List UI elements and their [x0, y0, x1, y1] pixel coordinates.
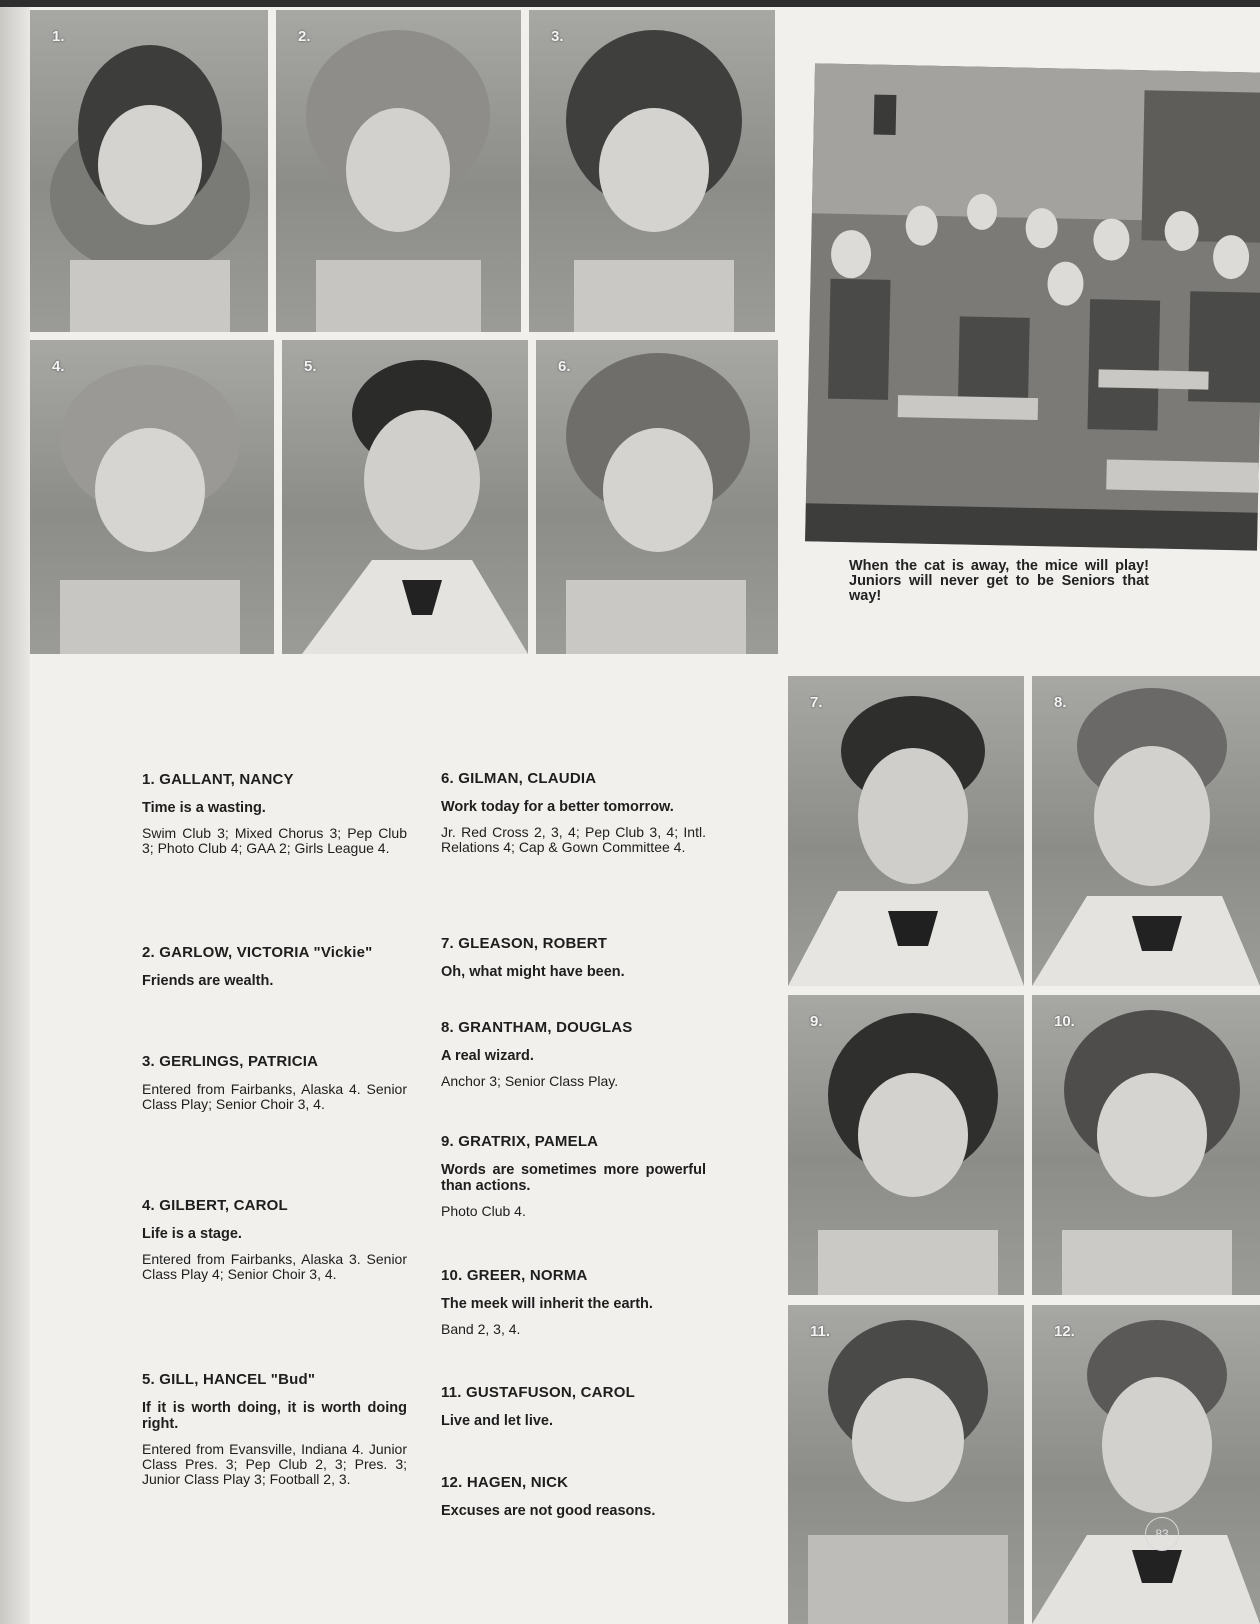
entry-motto: Excuses are not good reasons.: [441, 1503, 656, 1519]
photo-number: 2.: [298, 28, 311, 45]
senior-entry: [441, 1267, 706, 1337]
portrait-figure: [30, 340, 274, 654]
page-number-badge: 83: [1145, 1517, 1179, 1551]
portrait-11: [788, 1305, 1024, 1624]
entry-motto: Live and let live.: [441, 1413, 554, 1429]
entry-activities: Swim Club 3; Mixed Chorus 3; Pep Club 3; Photo Club 4; GAA 2; Girls League 4.: [142, 825, 407, 856]
photo-number: 9.: [810, 1013, 823, 1030]
classroom-scene: [805, 63, 1260, 550]
entry-name: 9. GRATRIX, PAMELA: [441, 1133, 599, 1150]
photo-number: 7.: [810, 694, 823, 711]
portrait-4: [30, 340, 274, 654]
entry-activities: Entered from Fairbanks, Alaska 4. Senior Class Play; Senior Choir 3, 4.: [142, 1081, 407, 1112]
portrait-5: [282, 340, 528, 654]
entry-name: 2. GARLOW, VICTORIA "Vickie": [142, 944, 373, 961]
senior-entry: [441, 1019, 706, 1089]
entry-activities: Entered from Evansville, Indiana 4. Junior Class Pres. 3; Pep Club 2, 3; Pres. 3; Junior Class Play 3; Football 2, 3.: [142, 1441, 407, 1487]
portrait-figure: [30, 10, 268, 332]
portrait-10: [1032, 995, 1260, 1295]
entry-motto: If it is worth doing, it is worth doing right.: [142, 1400, 407, 1432]
portrait-figure: [1032, 995, 1260, 1295]
entry-name: 8. GRANTHAM, DOUGLAS: [441, 1019, 633, 1036]
portrait-figure: [788, 676, 1024, 986]
portrait-figure: [788, 995, 1024, 1295]
portrait-figure: [276, 10, 521, 332]
senior-entry: [142, 771, 407, 856]
entry-motto: Life is a stage.: [142, 1226, 242, 1242]
photo-number: 4.: [52, 358, 65, 375]
entry-name: 6. GILMAN, CLAUDIA: [441, 770, 597, 787]
portrait-8: [1032, 676, 1260, 986]
portrait-figure: [282, 340, 528, 654]
entry-activities: Jr. Red Cross 2, 3, 4; Pep Club 3, 4; Intl. Relations 4; Cap & Gown Committee 4.: [441, 824, 706, 855]
page-top-edge: [0, 0, 1260, 7]
entry-motto: Friends are wealth.: [142, 973, 274, 989]
entry-activities: Entered from Fairbanks, Alaska 3. Senior Class Play 4; Senior Choir 3, 4.: [142, 1251, 407, 1282]
senior-entry: [441, 1474, 706, 1529]
entry-motto: Time is a wasting.: [142, 800, 266, 816]
entry-activities: Photo Club 4.: [441, 1203, 526, 1219]
portrait-figure: [536, 340, 778, 654]
photo-number: 5.: [304, 358, 317, 375]
portrait-1: [30, 10, 268, 332]
photo-number: 11.: [810, 1323, 831, 1340]
entry-name: 1. GALLANT, NANCY: [142, 771, 294, 788]
entry-motto: Oh, what might have been.: [441, 964, 625, 980]
senior-entry: [441, 1384, 706, 1439]
senior-entry: [142, 1053, 407, 1112]
entry-name: 3. GERLINGS, PATRICIA: [142, 1053, 319, 1070]
senior-entry: [142, 1371, 407, 1487]
portrait-7: [788, 676, 1024, 986]
portrait-2: [276, 10, 521, 332]
photo-number: 8.: [1054, 694, 1067, 711]
classroom-group-photo: [805, 63, 1260, 550]
photo-number: 12.: [1054, 1323, 1075, 1340]
photo-number: 10.: [1054, 1013, 1075, 1030]
portrait-figure: [1032, 676, 1260, 986]
portrait-figure: [529, 10, 775, 332]
entry-motto: A real wizard.: [441, 1048, 534, 1064]
page-binding-edge: [0, 0, 30, 1624]
photo-number: 3.: [551, 28, 564, 45]
senior-entry: [142, 1197, 407, 1282]
entry-name: 4. GILBERT, CAROL: [142, 1197, 288, 1214]
portrait-6: [536, 340, 778, 654]
portrait-12: [1032, 1305, 1260, 1624]
entry-motto: Words are sometimes more powerful than actions.: [441, 1162, 706, 1194]
portrait-figure: [1032, 1305, 1260, 1624]
entry-activities: Anchor 3; Senior Class Play.: [441, 1073, 619, 1089]
entry-motto: The meek will inherit the earth.: [441, 1296, 653, 1312]
entry-motto: Work today for a better tomorrow.: [441, 799, 674, 815]
photo-number: 1.: [52, 28, 65, 45]
senior-entry: [441, 770, 706, 855]
entry-name: 10. GREER, NORMA: [441, 1267, 588, 1284]
portrait-9: [788, 995, 1024, 1295]
entry-name: 5. GILL, HANCEL "Bud": [142, 1371, 316, 1388]
entry-activities: Band 2, 3, 4.: [441, 1321, 521, 1337]
senior-entry: [441, 935, 706, 990]
portrait-figure: [788, 1305, 1024, 1624]
senior-entry: [142, 944, 407, 999]
photo-number: 6.: [558, 358, 571, 375]
entry-name: 11. GUSTAFUSON, CAROL: [441, 1384, 635, 1401]
portrait-3: [529, 10, 775, 332]
group-photo-caption: When the cat is away, the mice will play! Juniors will never get to be Seniors that way!: [849, 558, 1149, 604]
senior-entry: [441, 1133, 706, 1219]
entry-name: 12. HAGEN, NICK: [441, 1474, 569, 1491]
entry-name: 7. GLEASON, ROBERT: [441, 935, 608, 952]
